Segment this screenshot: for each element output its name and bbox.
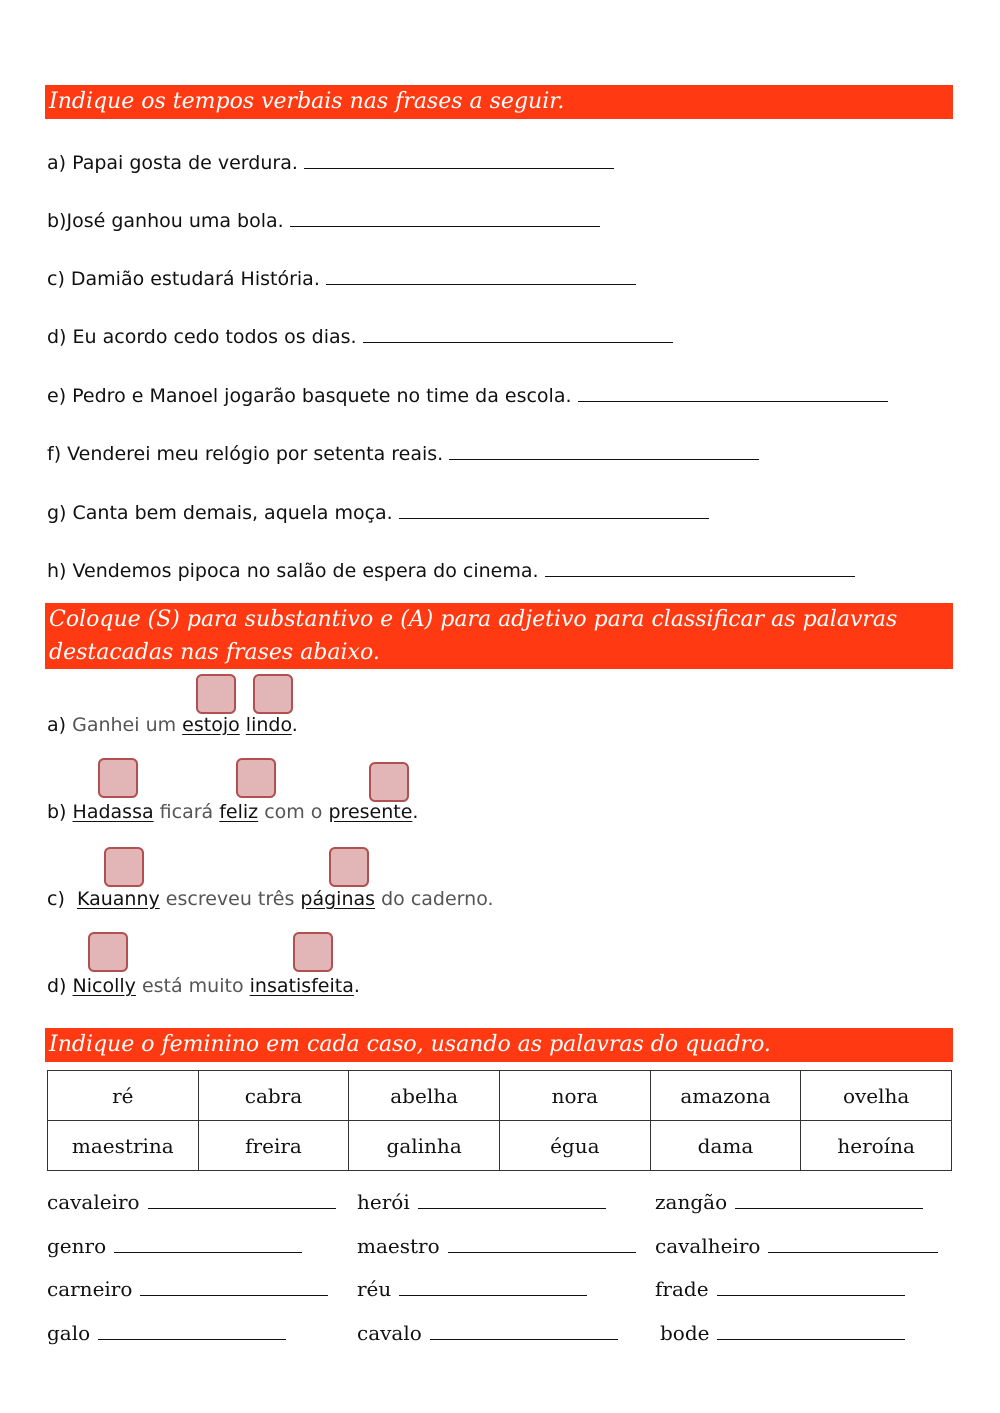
verb-question-a	[47, 152, 614, 174]
masculine-word: genro	[47, 1234, 107, 1258]
table-cell: maestrina	[48, 1121, 199, 1171]
sentence-end: .	[353, 975, 360, 997]
answer-blank[interactable]	[114, 1238, 302, 1253]
masculine-word: herói	[357, 1190, 410, 1214]
verb-question-b	[47, 210, 600, 232]
feminine-item	[357, 1321, 618, 1345]
answer-blank[interactable]	[735, 1194, 923, 1209]
sentence-text: do caderno.	[381, 888, 494, 910]
feminine-item	[357, 1190, 606, 1214]
section2-title-line2: destacadas nas frases abaixo.	[49, 640, 380, 665]
classify-sentence-d	[47, 975, 360, 997]
section2-title-line1: Coloque (S) para substantivo e (A) para adjetivo para classificar as palavras	[49, 607, 898, 632]
section2-title	[45, 603, 953, 669]
answer-box-estojo[interactable]	[196, 674, 236, 714]
table-cell: dama	[650, 1121, 801, 1171]
sentence-text: Ganhei um	[72, 714, 177, 736]
answer-blank[interactable]	[326, 270, 636, 285]
section1-title: Indique os tempos verbais nas frases a seguir.	[45, 85, 953, 119]
masculine-word: cavalheiro	[655, 1234, 761, 1258]
highlighted-word: páginas	[300, 888, 376, 910]
masculine-word: cavaleiro	[47, 1190, 140, 1214]
section3-title: Indique o feminino em cada caso, usando as palavras do quadro.	[45, 1028, 953, 1062]
table-row	[48, 1121, 952, 1171]
table-cell: freira	[198, 1121, 349, 1171]
answer-box-lindo[interactable]	[253, 674, 293, 714]
verb-question-e	[47, 385, 888, 407]
feminine-item	[47, 1277, 328, 1301]
masculine-word: zangão	[655, 1190, 728, 1214]
answer-blank[interactable]	[399, 1281, 587, 1296]
question-text: d) Eu acordo cedo todos os dias.	[47, 326, 357, 348]
sentence-text: com o	[264, 801, 323, 823]
sentence-text: escreveu três	[165, 888, 295, 910]
highlighted-word: Kauanny	[76, 888, 160, 910]
table-cell: galinha	[349, 1121, 500, 1171]
sentence-end: .	[291, 714, 298, 736]
highlighted-word: presente	[328, 801, 413, 823]
feminine-item	[655, 1190, 923, 1214]
sentence-text: ficará	[159, 801, 214, 823]
sentence-label: b)	[47, 801, 67, 823]
answer-blank[interactable]	[304, 154, 614, 169]
word-bank-table	[47, 1070, 952, 1171]
masculine-word: galo	[47, 1321, 91, 1345]
question-text: a) Papai gosta de verdura.	[47, 152, 298, 174]
question-text: e) Pedro e Manoel jogarão basquete no time da escola.	[47, 385, 572, 407]
answer-box-insatisfeita[interactable]	[293, 932, 333, 972]
highlighted-word: Nicolly	[72, 975, 136, 997]
table-cell: heroína	[801, 1121, 952, 1171]
question-text: g) Canta bem demais, aquela moça.	[47, 502, 393, 524]
highlighted-word: lindo	[245, 714, 292, 736]
answer-blank[interactable]	[290, 212, 600, 227]
classify-sentence-b	[47, 801, 418, 823]
verb-question-h	[47, 560, 855, 582]
verb-question-f	[47, 443, 759, 465]
table-cell: cabra	[198, 1071, 349, 1121]
classify-sentence-a	[47, 714, 298, 736]
highlighted-word: Hadassa	[72, 801, 154, 823]
answer-box-nicolly[interactable]	[88, 932, 128, 972]
answer-box-feliz[interactable]	[236, 758, 276, 798]
answer-blank[interactable]	[430, 1325, 618, 1340]
sentence-end: .	[412, 801, 419, 823]
feminine-item	[357, 1234, 636, 1258]
question-text: b)José ganhou uma bola.	[47, 210, 284, 232]
sentence-label: d)	[47, 975, 67, 997]
answer-blank[interactable]	[717, 1281, 905, 1296]
answer-blank[interactable]	[717, 1325, 905, 1340]
answer-blank[interactable]	[98, 1325, 286, 1340]
answer-blank[interactable]	[545, 562, 855, 577]
answer-blank[interactable]	[768, 1238, 938, 1253]
verb-question-g	[47, 502, 709, 524]
table-row	[48, 1071, 952, 1121]
table-cell: amazona	[650, 1071, 801, 1121]
feminine-item	[47, 1321, 286, 1345]
answer-blank[interactable]	[363, 328, 673, 343]
answer-box-hadassa[interactable]	[98, 758, 138, 798]
table-cell: ovelha	[801, 1071, 952, 1121]
feminine-item	[357, 1277, 587, 1301]
answer-blank[interactable]	[578, 387, 888, 402]
answer-blank[interactable]	[418, 1194, 606, 1209]
answer-blank[interactable]	[449, 445, 759, 460]
feminine-item	[47, 1190, 336, 1214]
highlighted-word: feliz	[219, 801, 259, 823]
highlighted-word: estojo	[182, 714, 240, 736]
verb-question-c	[47, 268, 636, 290]
highlighted-word: insatisfeita	[249, 975, 354, 997]
table-cell: égua	[499, 1121, 650, 1171]
answer-blank[interactable]	[140, 1281, 328, 1296]
sentence-label: c)	[47, 888, 65, 910]
table-cell: ré	[48, 1071, 199, 1121]
sentence-label: a)	[47, 714, 67, 736]
table-cell: nora	[499, 1071, 650, 1121]
question-text: c) Damião estudará História.	[47, 268, 320, 290]
classify-sentence-c	[47, 888, 494, 910]
masculine-word: cavalo	[357, 1321, 422, 1345]
sentence-text: está muito	[141, 975, 244, 997]
table-cell: abelha	[349, 1071, 500, 1121]
masculine-word: carneiro	[47, 1277, 133, 1301]
feminine-item	[660, 1321, 905, 1345]
answer-box-paginas[interactable]	[329, 847, 369, 887]
answer-blank[interactable]	[448, 1238, 636, 1253]
masculine-word: bode	[660, 1321, 710, 1345]
masculine-word: maestro	[357, 1234, 440, 1258]
answer-blank[interactable]	[148, 1194, 336, 1209]
question-text: h) Vendemos pipoca no salão de espera do cinema.	[47, 560, 539, 582]
feminine-item	[47, 1234, 302, 1258]
feminine-item	[655, 1234, 938, 1258]
answer-blank[interactable]	[399, 504, 709, 519]
masculine-word: réu	[357, 1277, 392, 1301]
masculine-word: frade	[655, 1277, 709, 1301]
answer-box-kauanny[interactable]	[104, 847, 144, 887]
feminine-item	[655, 1277, 905, 1301]
verb-question-d	[47, 326, 673, 348]
question-text: f) Venderei meu relógio por setenta reais.	[47, 443, 444, 465]
answer-box-presente[interactable]	[369, 762, 409, 802]
